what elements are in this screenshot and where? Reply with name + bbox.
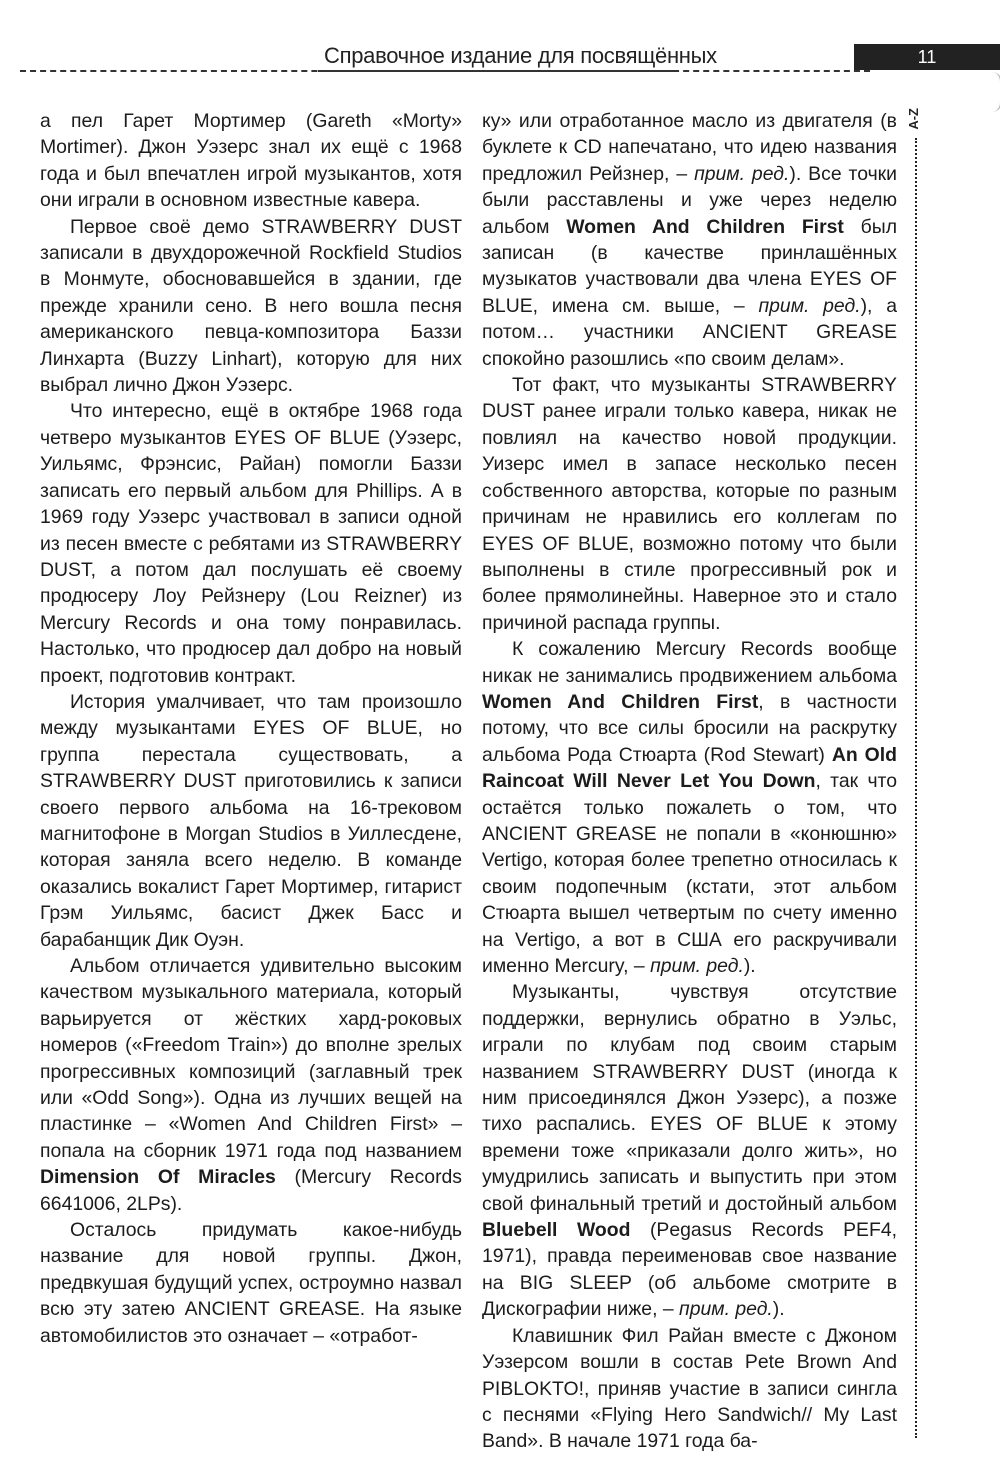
text-run: (Pegasus Records PEF4, 1971), правда переименовав свое название на BIG SLEEP (об альбоме смотрите в Дискографии ниже, – (482, 1219, 898, 1321)
text-run: ), а потом… участники ANCIENT GREASE спокойно разошлись «по своим делам». (482, 294, 897, 370)
text-run: Альбом отличается удивительно высоким качеством музыкального материала, который варьируется от жёстких хард-роковых номеров («Freedom Train») до вполне зрелых прогрессивных композиций (заглавный трек или «Odd Song»). Одна из лучших вещей на пластинке – «Women And Children First» – попала на сборник 1971 года под названием (40, 955, 462, 1162)
paragraph: Тот факт, что музыканты STRAWBERRY DUST ранее играли только кавера, никак не повлиял на качество новой продукции. Уизерс имел в запасе несколько песен собственного авторства, которые по разным причинам не нравились его коллегам по EYES OF BLUE, возможно потому что были выполнены в стиле прогрессивный рок и более прямолинейны. Наверное это и стало причиной распада группы. (482, 374, 897, 634)
page-edge-mark (988, 72, 1000, 112)
text-run: ку» или отработанное масло из двигателя (в буклете к CD напечатано, что идею названия предложил Рейзнер, – (482, 110, 897, 185)
header-title-underline (318, 70, 674, 72)
paragraph: Клавишник Фил Райан вместе с Джоном Уэзерсом вошли в состав Pete Brown And PIBLOKTO!, приняв участие в записи сингла с песнями «Flying Hero Sandwich// My Last Band». В начале 1971 года ба- (482, 1324, 897, 1453)
text-run: Музыканты, чувствуя отсутствие поддержки, вернулись обратно в Уэльс, играли по клубам под своим старым названием STRAWBERRY DUST (иногда к ним присоединялся Джон Уэзерс), а позже тихо распались. EYES OF BLUE к этому времени тоже «приказали долго жить», но умудрились записать и выпустить при этом свой финальный третий и достойный альбом (482, 981, 897, 1215)
paragraph (482, 979, 897, 1322)
paragraph (482, 108, 897, 372)
text-run: (Mercury Records 6641006, 2LPs). (40, 1166, 463, 1215)
album-title: Dimension Of Miracles (40, 1166, 276, 1189)
running-head-title: Справочное издание для посвящённых (318, 42, 723, 70)
paragraph: Что интересно, ещё в октябре 1968 года четверо музыкантов EYES OF BLUE (Уэзерс, Уильямс, Фрэнсис, Райан) помогли Баззи записать его первый альбом для Phillips. А в 1969 году Уэзерс участвовал в записи одной из песен вместе с ребятами из STRAWBERRY DUST, а потом дал послушать её своему продюсеру Лоу Рейзнеру (Lou Reizner) из Mercury Records и она тому понравилась. Настолько, что продюсер дал добро на новый проект, подготовив контракт. (40, 400, 462, 687)
editor-note: прим. ред. (694, 162, 790, 185)
side-dotted-rule (915, 138, 917, 1438)
paragraph: Первое своё демо STRAWBERRY DUST записали в двухдорожечной Rockfield Studios в Монмуте, обосновавшейся в здании, где прежде хранили сено. В него вошла песня американского певца-композитора Баззи Линхарта (Buzzy Linhart), которую для них выбрал лично Джон Уэзерс. (40, 215, 462, 397)
album-title: An Old Raincoat Will Never Let You Down (482, 743, 897, 793)
editor-note: прим. ред. (758, 294, 861, 317)
text-run: ). Все точки были расставлены и уже через неделю альбом (482, 162, 897, 238)
paragraph (40, 953, 462, 1217)
text-run: ). (743, 955, 756, 977)
paragraph: История умалчивает, что там произошло между музыкантами EYES OF BLUE, но группа перестала существовать, а STRAWBERRY DUST приготовились к записи своего первого альбома на 16-трековом магнитофоне в Morgan Studios в Уиллесдене, которая заняла всего неделю. В команде оказались вокалист Гарет Мортимер, гитарист Грэм Уильямс, басист Джек Басс и барабанщик Дик Оуэн. (40, 690, 462, 951)
section-side-label: A-Z (906, 108, 921, 130)
page-number: 11 (854, 44, 1000, 70)
text-run: , так что остаётся только пожалеть о том, что ANCIENT GREASE не попали в «конюшню» Vertigo, которая более трепетно относилась к своим подопечным (кстати, этот альбом Стюарта вышел четвертым по счету именно на Vertigo, а вот в США его раскручивали именно Mercury, – (482, 770, 897, 977)
text-run: К сожалению Mercury Records вообще никак не занимались продвижением альбома (482, 638, 897, 687)
paragraph: Осталось придумать какое-нибудь название для новой группы. Джон, предвкушая будущий успех, остроумно назвал всю эту затею ANCIENT GREASE. На языке автомобилистов это означает – «отработ- (40, 1219, 462, 1347)
album-title: Bluebell Wood (482, 1219, 631, 1242)
editor-note: прим. ред. (650, 955, 744, 977)
album-title: Women And Children First (482, 690, 759, 713)
page-header (20, 40, 1000, 80)
right-column (482, 108, 897, 1455)
paragraph: а пел Гарет Мортимер (Gareth «Morty» Mortimer). Джон Уэзерс знал их ещё с 1968 года и был впечатлен игрой музыкантов, хотя они играли в основном известные кавера. (40, 110, 462, 212)
text-run: , в частности потому, что все силы бросили на раскрутку альбома Рода Стюарта (Rod Stewart) (482, 690, 898, 766)
editor-note: прим. ред. (679, 1298, 773, 1321)
album-title: Women And Children First (566, 215, 844, 238)
text-run: был записан (в качестве принлашённых музыкатов участвовали два члена EYES OF BLUE, имена см. выше, – (482, 215, 898, 317)
left-column (40, 108, 462, 1349)
paragraph (482, 636, 897, 979)
text-run: ). (772, 1298, 785, 1321)
